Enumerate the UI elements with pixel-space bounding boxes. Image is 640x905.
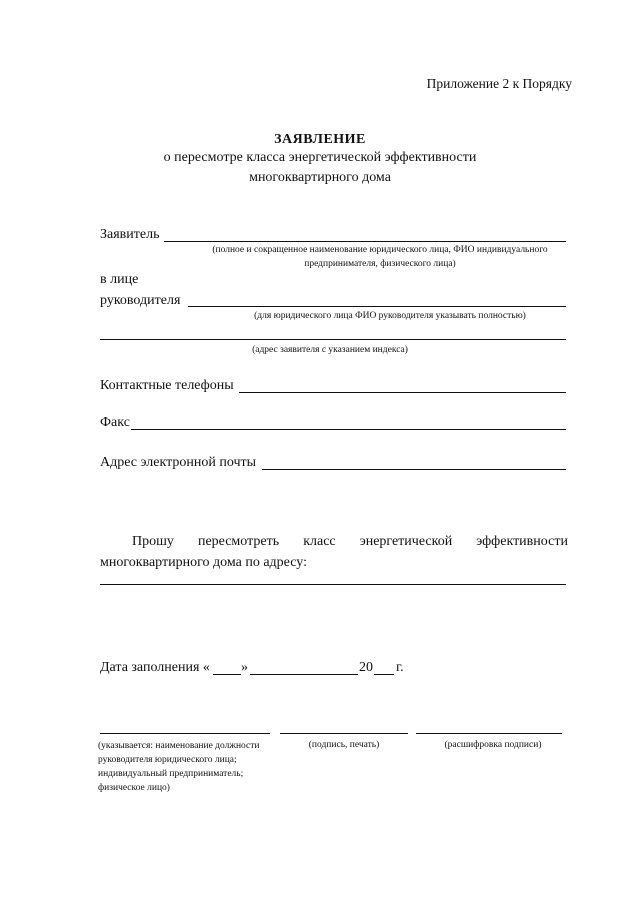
date-day-field[interactable] xyxy=(213,674,241,675)
applicant-hint-line2: предпринимателя, физического лица) xyxy=(304,259,456,269)
phones-field[interactable] xyxy=(239,392,566,393)
address-field[interactable] xyxy=(100,339,566,340)
email-field[interactable] xyxy=(262,469,566,470)
applicant-field[interactable] xyxy=(164,241,566,242)
date-close-quote: » xyxy=(241,660,248,675)
phones-label: Контактные телефоны xyxy=(100,378,234,393)
request-paragraph xyxy=(100,531,568,573)
position-hint-line: индивидуальный предприниматель; xyxy=(98,769,244,779)
request-line2: многоквартирного дома по адресу: xyxy=(100,555,307,570)
request-word-2: пересмотреть xyxy=(197,534,280,549)
request-word-1: Прошу xyxy=(132,534,174,549)
fax-field[interactable] xyxy=(131,429,566,430)
position-hint-line: руководителя юридического лица; xyxy=(98,755,237,765)
position-field[interactable] xyxy=(100,733,270,734)
document-title: ЗАЯВЛЕНИЕ xyxy=(274,132,366,147)
document-subtitle-line1: о пересмотре класса энергетической эффективности xyxy=(163,150,477,165)
representative-label-line1: в лице xyxy=(100,272,139,287)
address-hint: (адрес заявителя с указанием индекса) xyxy=(252,345,408,355)
representative-label-line2: руководителя xyxy=(100,293,181,308)
request-address-field[interactable] xyxy=(100,584,566,585)
document-subtitle-line2: многоквартирного дома xyxy=(249,170,391,185)
representative-hint: (для юридического лица ФИО руководителя указывать полностью) xyxy=(254,311,526,321)
email-label: Адрес электронной почты xyxy=(100,455,257,470)
representative-field[interactable] xyxy=(188,306,566,307)
request-word-5: эффективности xyxy=(476,534,568,549)
date-label: Дата заполнения « xyxy=(100,660,210,675)
date-year-prefix: 20 xyxy=(359,660,373,675)
date-month-field[interactable] xyxy=(250,674,358,675)
decoding-hint: (расшифровка подписи) xyxy=(444,740,542,750)
request-word-4: энергетической xyxy=(359,534,453,549)
request-word-3: класс xyxy=(303,534,336,549)
applicant-label: Заявитель xyxy=(100,227,160,242)
position-hint-line: (указывается: наименование должности xyxy=(98,741,260,751)
signature-decoding-field[interactable] xyxy=(416,733,562,734)
applicant-hint-line1: (полное и сокращенное наименование юридического лица, ФИО индивидуального xyxy=(212,245,548,255)
fax-label: Факс xyxy=(100,415,130,430)
position-hint-line: физическое лицо) xyxy=(98,783,170,793)
date-year-field[interactable] xyxy=(374,674,394,675)
appendix-reference: Приложение 2 к Порядку xyxy=(426,76,572,91)
signature-hint: (подпись, печать) xyxy=(308,740,380,750)
signature-field[interactable] xyxy=(280,733,408,734)
position-hint xyxy=(98,739,259,795)
date-year-suffix: г. xyxy=(396,660,404,675)
